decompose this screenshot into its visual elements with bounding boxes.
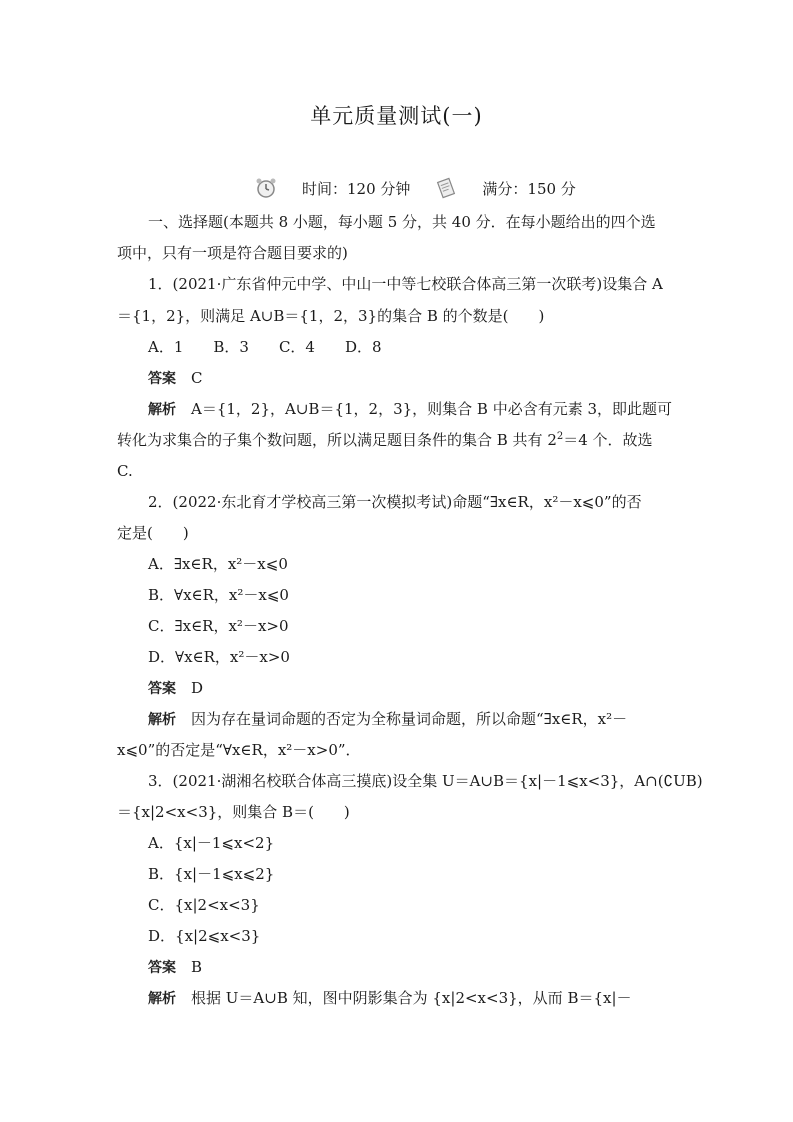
q3-analysis-text1: 根据 U＝A∪B 知，图中阴影集合为 {x|2<x<3}，从而 B＝{x|－ [191, 989, 632, 1007]
section-heading-line1: 一、选择题(本题共 8 小题，每小题 5 分，共 40 分．在每小题给出的四个选 [148, 213, 656, 231]
q1-analysis-line2 [117, 430, 683, 450]
q2-option-b: B．∀x∈R，x²－x⩽0 [148, 586, 289, 604]
q2-option-c: C．∃x∈R，x²－x>0 [148, 617, 289, 635]
q2-answer [148, 678, 683, 699]
time-limit: 时间：120 分钟 [302, 179, 411, 198]
q3-analysis-line1 [148, 988, 683, 1009]
q1-analysis-text2a: 转化为求集合的子集个数问题，所以满足题目条件的集合 B 共有 2 [117, 431, 557, 449]
analysis-label: 解析 [148, 991, 176, 1007]
q2-option-a: A．∃x∈R，x²－x⩽0 [148, 555, 288, 573]
q3-option-c: C．{x|2<x<3} [148, 896, 260, 914]
score-sheet-icon [434, 176, 458, 200]
q1-analysis-exponent: 2 [556, 431, 564, 442]
alarm-clock-icon [254, 176, 278, 200]
exam-meta [254, 176, 576, 200]
q1-analysis-text1: A＝{1，2}，A∪B＝{1，2，3}，则集合 B 中必含有元素 3，即此题可 [191, 400, 673, 418]
analysis-label: 解析 [148, 402, 176, 418]
full-score: 满分：150 分 [482, 179, 576, 198]
section-heading-line2: 项中，只有一项是符合题目要求的) [117, 244, 348, 262]
q1-analysis-line1 [148, 399, 683, 420]
q1-options: A．1 B．3 C．4 D．8 [148, 338, 382, 356]
q1-analysis-text2b: ＝4 个．故选 [563, 431, 653, 449]
q2-analysis-line1 [148, 709, 683, 730]
q2-stem-line1: 2．(2022·东北育才学校高三第一次模拟考试)命题“∃x∈R，x²－x⩽0”的否 [148, 493, 642, 511]
q1-stem-line1: 1．(2021·广东省仲元中学、中山一中等七校联合体高三第一次联考)设集合 A [148, 275, 663, 293]
q3-answer [148, 957, 683, 978]
q1-stem-line2: ＝{1，2}，则满足 A∪B＝{1，2，3}的集合 B 的个数是( ) [117, 307, 545, 325]
q1-analysis-line3: C. [117, 462, 133, 480]
q2-analysis-line2: x⩽0”的否定是“∀x∈R，x²－x>0”． [117, 741, 361, 759]
answer-label: 答案 [148, 371, 176, 387]
q2-stem-line2: 定是( ) [117, 524, 189, 542]
q2-answer-value: D [191, 679, 204, 697]
page-title: 单元质量测试(一) [310, 104, 483, 128]
q1-answer-value: C [191, 369, 203, 387]
answer-label: 答案 [148, 960, 176, 976]
q1-answer [148, 368, 683, 389]
q3-option-a: A．{x|－1⩽x<2} [148, 834, 275, 852]
q3-stem-line1: 3．(2021·湖湘名校联合体高三摸底)设全集 U＝A∪B＝{x|－1⩽x<3}，A∩(∁UB) [148, 772, 703, 790]
q2-analysis-text1: 因为存在量词命题的否定为全称量词命题，所以命题“∃x∈R，x²－ [191, 710, 628, 728]
q3-answer-value: B [191, 958, 203, 976]
q3-option-b: B．{x|－1⩽x⩽2} [148, 865, 275, 883]
q2-option-d: D．∀x∈R，x²－x>0 [148, 648, 290, 666]
answer-label: 答案 [148, 681, 176, 697]
analysis-label: 解析 [148, 712, 176, 728]
q3-option-d: D．{x|2⩽x<3} [148, 927, 261, 945]
q3-stem-line2: ＝{x|2<x<3}，则集合 B＝( ) [117, 803, 350, 821]
